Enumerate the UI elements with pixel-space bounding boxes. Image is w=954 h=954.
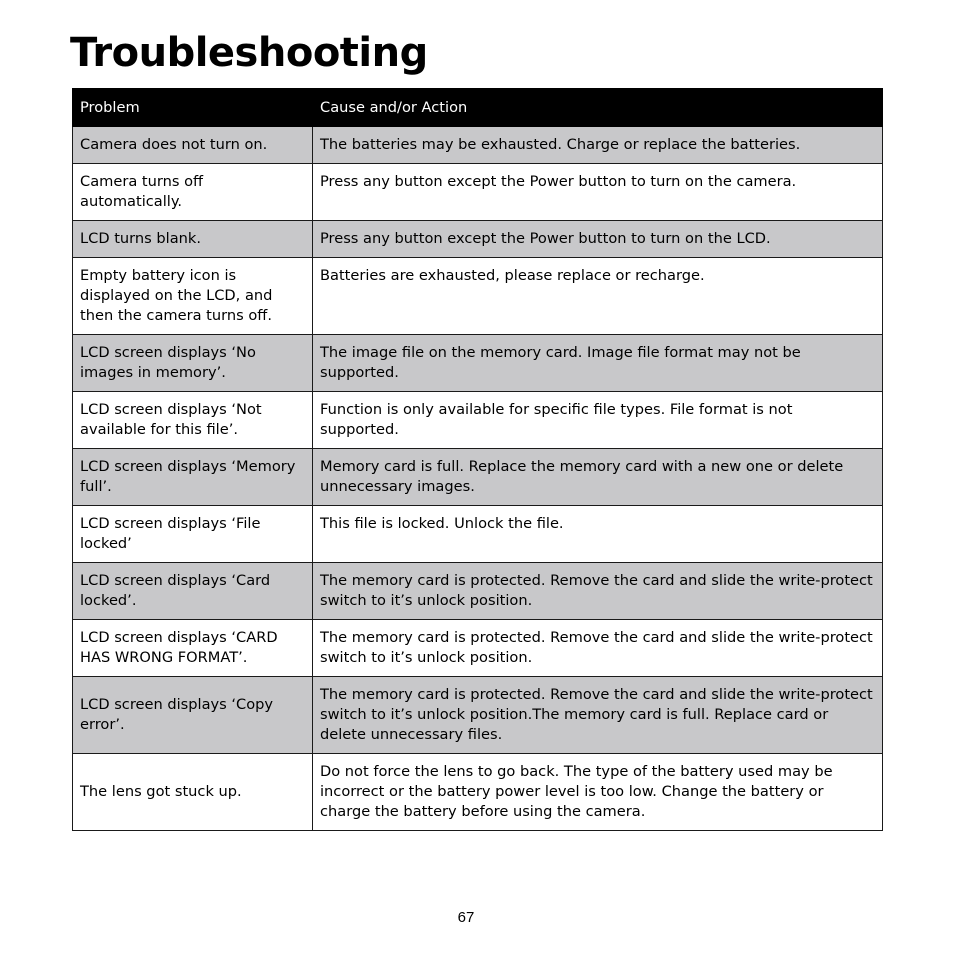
problem-cell: The lens got stuck up. [73,754,313,831]
problem-cell: LCD screen displays ‘No images in memory’. [73,335,313,392]
table-row [73,392,883,449]
problem-cell: LCD screen displays ‘File locked’ [73,506,313,563]
problem-cell: LCD screen displays ‘Copy error’. [73,677,313,754]
action-cell: The memory card is protected. Remove the card and slide the write-protect switch to it’s unlock position. [313,563,883,620]
action-cell: This file is locked. Unlock the file. [313,506,883,563]
table-row [73,258,883,335]
action-cell: The memory card is protected. Remove the card and slide the write-protect switch to it’s unlock position. [313,620,883,677]
action-cell: The batteries may be exhausted. Charge or replace the batteries. [313,127,883,164]
table-row [73,449,883,506]
table-row [73,335,883,392]
column-header-cause-action: Cause and/or Action [313,89,883,127]
problem-cell: LCD screen displays ‘Card locked’. [73,563,313,620]
action-cell: Function is only available for specific file types. File format is not supported. [313,392,883,449]
problem-cell: LCD screen displays ‘CARD HAS WRONG FORMAT’. [73,620,313,677]
action-cell: Memory card is full. Replace the memory card with a new one or delete unnecessary images. [313,449,883,506]
page-number: 67 [457,909,475,926]
table-header-row [73,89,883,127]
table-row [73,221,883,258]
troubleshooting-table [72,88,883,831]
action-cell: Press any button except the Power button to turn on the LCD. [313,221,883,258]
table-row [73,563,883,620]
action-cell: The memory card is protected. Remove the card and slide the write-protect switch to it’s unlock position.The memory card is full. Replace card or delete unnecessary files. [313,677,883,754]
problem-cell: Empty battery icon is displayed on the LCD, and then the camera turns off. [73,258,313,335]
problem-cell: LCD screen displays ‘Memory full’. [73,449,313,506]
page-title: Troubleshooting [70,30,428,76]
problem-cell: LCD turns blank. [73,221,313,258]
column-header-problem: Problem [73,89,313,127]
action-cell: The image file on the memory card. Image file format may not be supported. [313,335,883,392]
table-row [73,164,883,221]
action-cell: Press any button except the Power button to turn on the camera. [313,164,883,221]
table-row [73,620,883,677]
problem-cell: Camera does not turn on. [73,127,313,164]
table-row [73,677,883,754]
action-cell: Batteries are exhausted, please replace or recharge. [313,258,883,335]
problem-cell: Camera turns off automatically. [73,164,313,221]
problem-cell: LCD screen displays ‘Not available for this file’. [73,392,313,449]
action-cell: Do not force the lens to go back. The type of the battery used may be incorrect or the battery power level is too low. Change the battery or charge the battery before using the camera. [313,754,883,831]
table-row [73,127,883,164]
table-row [73,506,883,563]
table-row [73,754,883,831]
